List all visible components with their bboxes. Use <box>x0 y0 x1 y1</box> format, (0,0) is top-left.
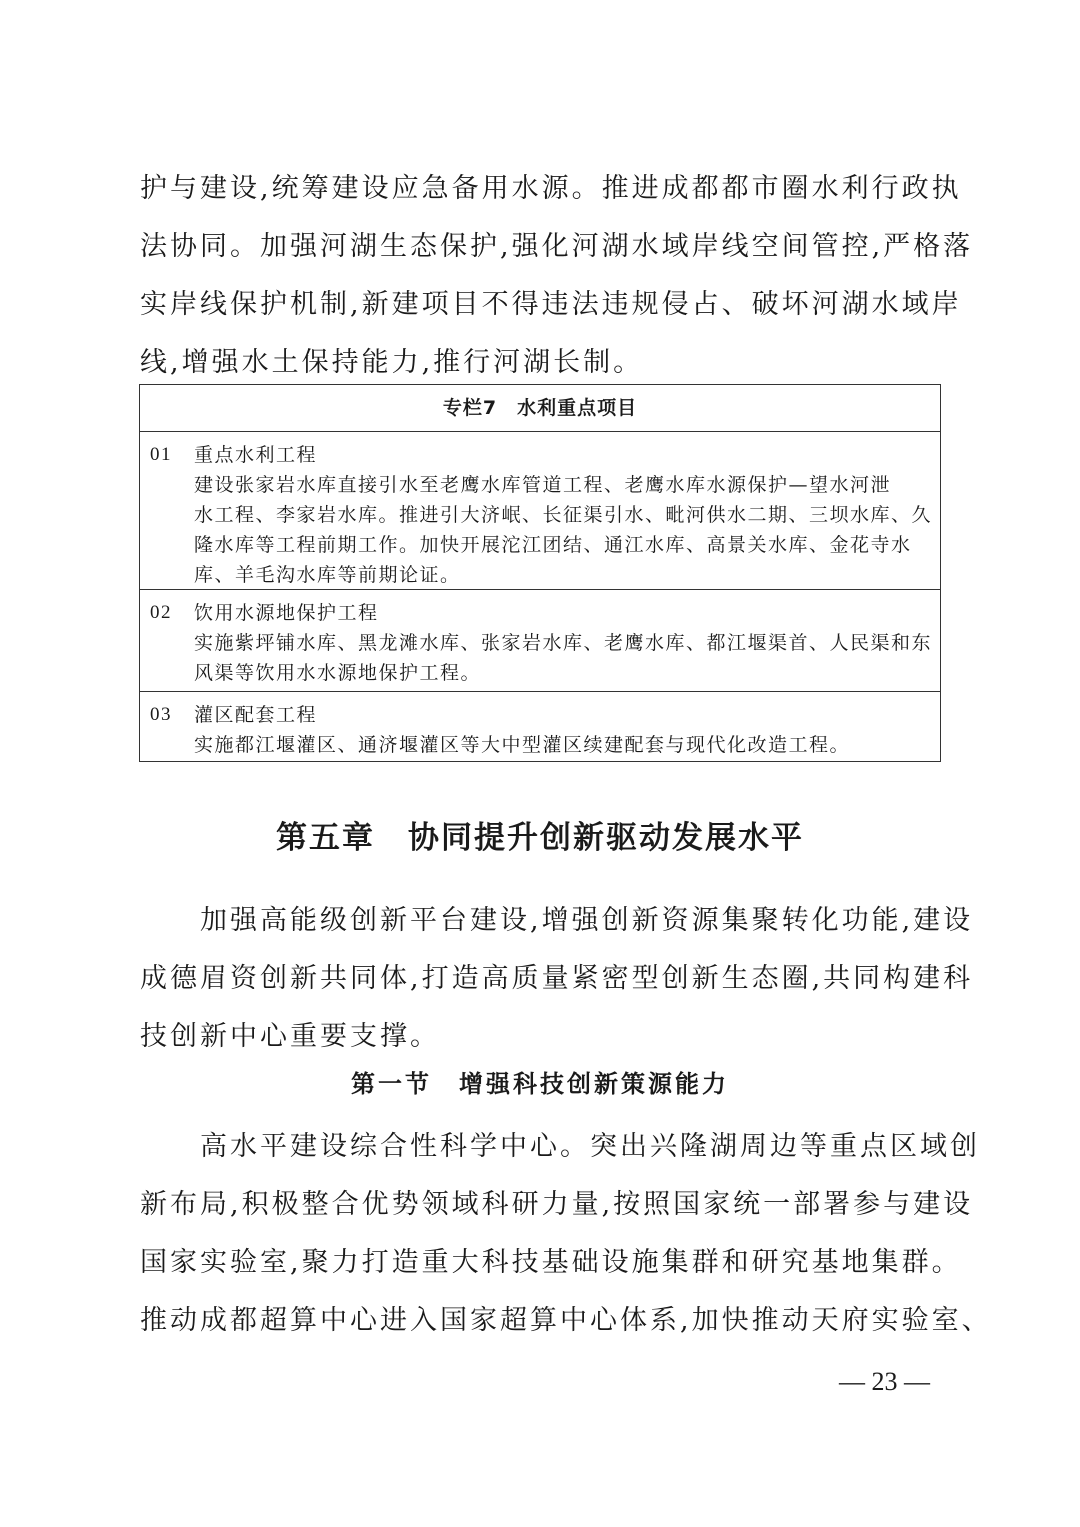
text-line: 加强高能级创新平台建设,增强创新资源集聚转化功能,建设 <box>140 905 974 936</box>
text-line: 高水平建设综合性科学中心。突出兴隆湖周边等重点区域创 <box>140 1131 980 1162</box>
box-item <box>140 432 940 590</box>
item-number: 03 <box>150 704 172 725</box>
text-line: 推动成都超算中心进入国家超算中心体系,加快推动天府实验室、 <box>140 1305 992 1336</box>
item-text-line: 库、羊毛沟水库等前期论证。 <box>194 564 461 586</box>
paragraph-science-center <box>140 1118 992 1350</box>
text-line: 国家实验室,聚力打造重大科技基础设施集群和研究基地集群。 <box>140 1247 962 1278</box>
item-number: 01 <box>150 444 172 465</box>
text-line: 新布局,积极整合优势领域科研力量,按照国家统一部署参与建设 <box>140 1189 974 1220</box>
section-title: 第一节 增强科技创新策源能力 <box>351 1070 729 1098</box>
chapter-title: 第五章 协同提升创新驱动发展水平 <box>276 820 804 856</box>
item-text-line: 实施紫坪铺水库、黑龙滩水库、张家岩水库、老鹰水库、都江堰渠首、人民渠和东 <box>194 632 933 654</box>
text-line: 线,增强水土保持能力,推行河湖长制。 <box>140 347 644 378</box>
item-text-line: 风渠等饮用水水源地保护工程。 <box>194 662 482 684</box>
paragraph-water-protection <box>140 160 974 392</box>
box-item <box>140 590 940 692</box>
text-line: 护与建设,统筹建设应急备用水源。推进成都都市圈水利行政执 <box>140 173 962 204</box>
item-text-line: 水工程、李家岩水库。推进引大济岷、长征渠引水、毗河供水二期、三坝水库、久 <box>194 504 933 526</box>
item-text-line: 实施都江堰灌区、通济堰灌区等大中型灌区续建配套与现代化改造工程。 <box>194 734 851 756</box>
item-text-line: 隆水库等工程前期工作。加快开展沱江团结、通江水库、高景关水库、金花寺水 <box>194 534 912 556</box>
box-item <box>140 692 940 762</box>
item-text-line: 建设张家岩水库直接引水至老鹰水库管道工程、老鹰水库水源保护—望水河泄 <box>194 474 892 496</box>
text-line: 技创新中心重要支撑。 <box>140 1021 440 1052</box>
box-title: 专栏7 水利重点项目 <box>140 385 940 432</box>
page-number: — 23 — <box>839 1367 930 1396</box>
sidebar-box-water-projects <box>139 384 941 762</box>
item-heading: 重点水利工程 <box>194 444 318 466</box>
text-line: 法协同。加强河湖生态保护,强化河湖水域岸线空间管控,严格落 <box>140 231 974 262</box>
item-number: 02 <box>150 602 172 623</box>
text-line: 实岸线保护机制,新建项目不得违法违规侵占、破坏河湖水域岸 <box>140 289 962 320</box>
item-heading: 饮用水源地保护工程 <box>194 602 379 624</box>
text-line: 成德眉资创新共同体,打造高质量紧密型创新生态圈,共同构建科 <box>140 963 974 994</box>
item-heading: 灌区配套工程 <box>194 704 318 726</box>
paragraph-chapter-intro <box>140 892 974 1066</box>
